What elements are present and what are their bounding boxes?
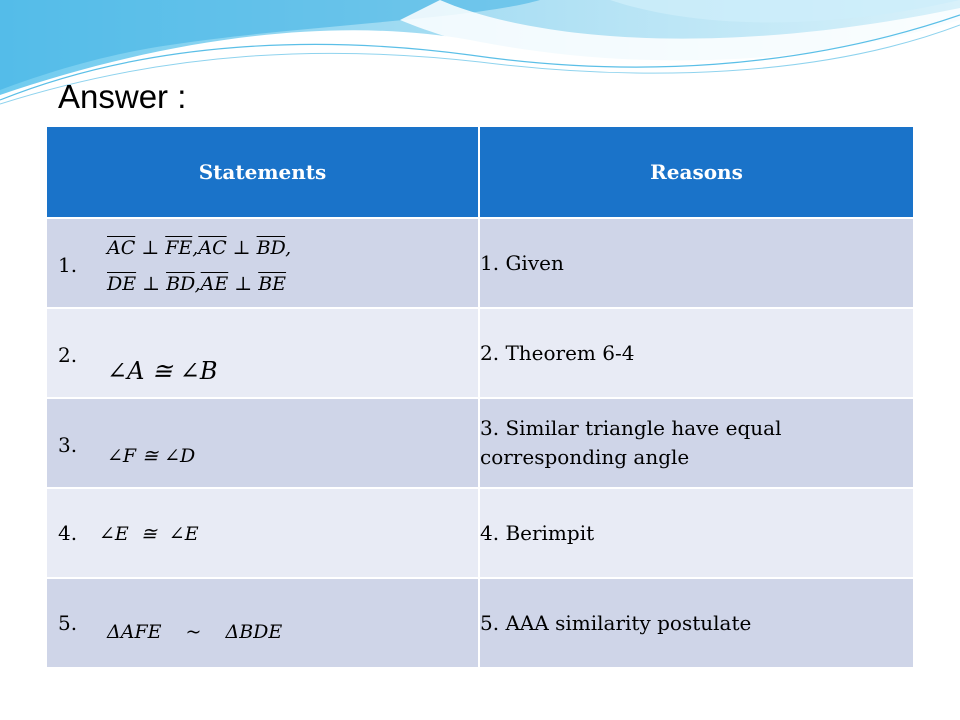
slide-title: Answer :: [58, 78, 187, 115]
statement-cell-5: [47, 578, 479, 668]
table-row: [47, 578, 913, 668]
statement-2-expression: ∠A ≅ ∠B: [107, 357, 218, 385]
proof-table: [47, 127, 913, 669]
table-row: [47, 218, 913, 308]
statement-cell-1: [47, 218, 479, 308]
table-row: [47, 488, 913, 578]
reason-cell-5: 5. AAA similarity postulate: [479, 578, 913, 668]
statement-number: 3.: [58, 433, 78, 457]
table-row: [47, 308, 913, 398]
reason-cell-3: 3. Similar triangle have equal corresponding angle: [479, 398, 913, 488]
statement-3-expression: ∠F ≅ ∠D: [107, 445, 196, 467]
statement-number: 5.: [58, 611, 78, 635]
statement-number: 2.: [58, 343, 78, 367]
statement-number: 4.: [58, 521, 78, 545]
reason-cell-4: 4. Berimpit: [479, 488, 913, 578]
reason-cell-2: 2. Theorem 6-4: [479, 308, 913, 398]
statement-4-expression: ∠E ≅ ∠E: [99, 523, 199, 545]
header-statements: Statements: [47, 127, 479, 218]
statement-1-line-1: $\overline{AC}$ ⊥ $\overline{FE},\overline{AC}$ ⊥ $\overline{BD}$,: [107, 237, 292, 259]
statement-cell-4: [47, 488, 479, 578]
header-reasons: Reasons: [479, 127, 913, 218]
reason-cell-1: 1. Given: [479, 218, 913, 308]
table-header-row: [47, 127, 913, 218]
statement-number: 1.: [58, 253, 78, 277]
table-row: [47, 398, 913, 488]
statement-5-expression: ΔAFE ~ ΔBDE: [107, 621, 283, 643]
statement-cell-3: [47, 398, 479, 488]
statement-cell-2: [47, 308, 479, 398]
statement-1-line-2: $\overline{DE}$ ⊥ $\overline{BD},\overline{AE}$ ⊥ $\overline{BE}$: [107, 273, 287, 295]
